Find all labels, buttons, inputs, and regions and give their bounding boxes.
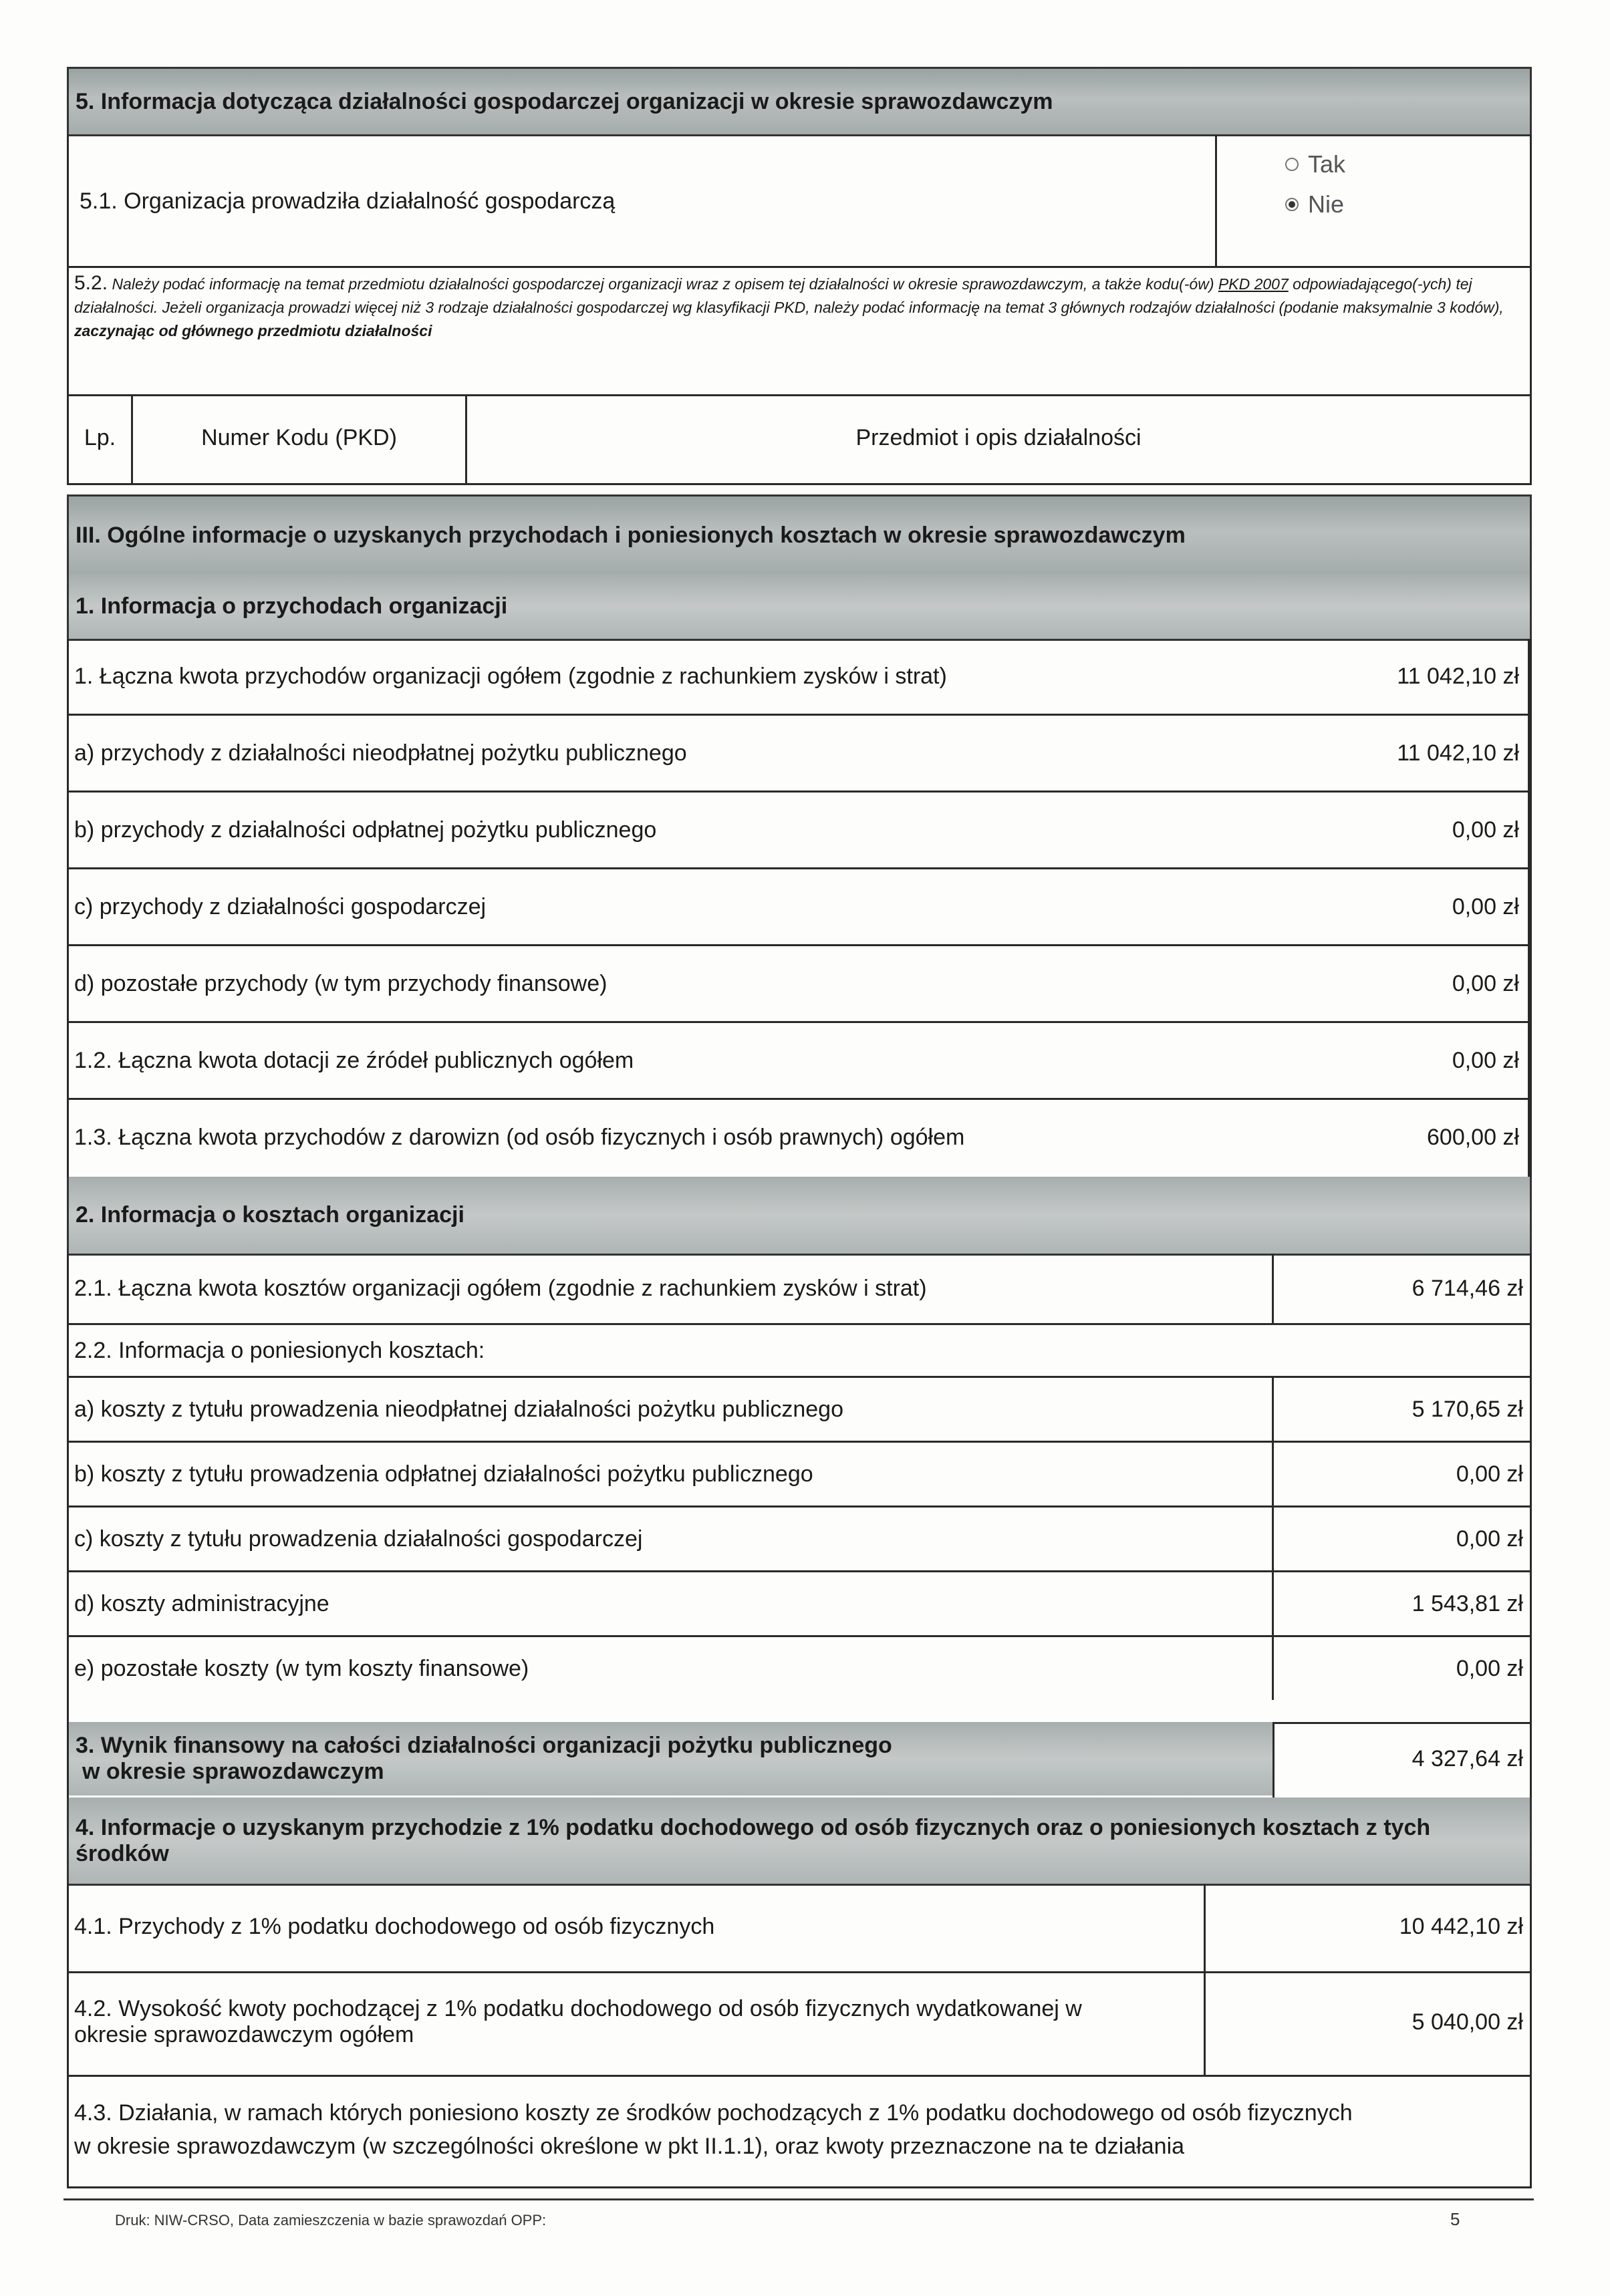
revenue-value: 0,00 zł (1452, 893, 1519, 919)
cost-header-title: 2. Informacja o kosztach organizacji (76, 1202, 464, 1228)
financial-result-line1: 3. Wynik finansowy na całości działalności organizacji pożytku publicznego (76, 1733, 892, 1758)
divider (1215, 134, 1217, 268)
revenue-row (69, 946, 1530, 1023)
cost-label: c) koszty z tytułu prowadzenia działalności gospodarczej (74, 1526, 643, 1552)
cost-row (69, 1443, 1530, 1508)
row-4-2-line1: 4.2. Wysokość kwoty pochodzącej z 1% podatku dochodowego od osób fizycznych wydatkowanej w (74, 1996, 1082, 2021)
section-3-title: III. Ogólne informacje o uzyskanych przychodach i poniesionych kosztach w okresie sprawozdawczym (76, 522, 1186, 548)
column-pkd-code: Numer Kodu (PKD) (201, 424, 397, 450)
divider (1204, 1971, 1206, 2075)
row-4-1-value: 10 442,10 zł (1399, 1913, 1523, 1939)
divider (1528, 946, 1530, 1023)
divider (1272, 1637, 1274, 1700)
revenue-value: 0,00 zł (1452, 1047, 1519, 1073)
financial-result-value: 4 327,64 zł (1412, 1745, 1523, 1771)
row-4-2 (67, 1971, 1532, 2077)
section-3-header (67, 494, 1532, 576)
section-5-title: 5. Informacja dotycząca działalności gospodarczej organizacji w okresie sprawozdawczym (76, 88, 1053, 114)
radio-selected-icon (1285, 198, 1299, 211)
page-number: 5 (1450, 2209, 1460, 2229)
note-5-2-text-b: odpowiadającego(-ych) tej działalności. Jeżeli organizacja prowadzi więcej niż 3 rodzaje działalności gospodarczej wg klasyfikacji PKD, należy podać informację na temat 3 głównych rodzajów działalności (podanie maksymalnie 3 kodów), (74, 275, 1504, 316)
cost-label: b) koszty z tytułu prowadzenia odpłatnej działalności pożytku publicznego (74, 1461, 813, 1487)
radio-no[interactable] (1285, 184, 1345, 225)
revenue-value: 600,00 zł (1427, 1124, 1519, 1150)
note-5-2-number: 5.2. (74, 272, 108, 294)
divider (1272, 1254, 1274, 1323)
row-4-3-line2: w okresie sprawozdawczym (w szczególności określone w pkt II.1.1), oraz kwoty przeznaczone na te działania (74, 2134, 1185, 2159)
cost-row (69, 1572, 1530, 1637)
divider (1528, 1100, 1530, 1177)
one-percent-line1: 4. Informacje o uzyskanym przychodzie z 1% podatku dochodowego od osób fizycznych oraz o poniesionych kosztach z tych (76, 1814, 1431, 1840)
cost-header (67, 1177, 1532, 1256)
cost-total-value: 6 714,46 zł (1412, 1275, 1523, 1301)
cost-row (69, 1378, 1530, 1443)
radio-yes-label: Tak (1308, 150, 1346, 178)
revenue-header-title: 1. Informacja o przychodach organizacji (76, 593, 508, 619)
cost-value: 5 170,65 zł (1412, 1396, 1523, 1422)
divider (1528, 793, 1530, 869)
revenue-row (69, 869, 1530, 946)
divider (1272, 1722, 1274, 1798)
radio-yes[interactable] (1285, 144, 1345, 184)
note-5-2-text-a: Należy podać informację na temat przedmiotu działalności gospodarczej organizacji wraz z opisem tej działalności w okresie sprawozdawczym, a także kodu(-ów) (112, 275, 1214, 293)
divider (1204, 1884, 1206, 1971)
row-4-2-value: 5 040,00 zł (1412, 2009, 1523, 2035)
revenue-label: 1. Łączna kwota przychodów organizacji ogółem (zgodnie z rachunkiem zysków i strat) (74, 663, 947, 689)
divider (1272, 1572, 1274, 1635)
footer-rule (63, 2198, 1534, 2200)
section-5-header (67, 67, 1532, 136)
divider (1528, 716, 1530, 793)
cost-sub-label: 2.2. Informacja o poniesionych kosztach: (74, 1337, 485, 1363)
financial-result-label (69, 1722, 1272, 1796)
financial-result-row (67, 1722, 1532, 1800)
radio-no-label: Nie (1308, 190, 1345, 218)
row-4-2-label (69, 1971, 1198, 2073)
revenue-value: 11 042,10 zł (1397, 740, 1519, 766)
revenue-row (69, 639, 1530, 716)
column-description: Przedmiot i opis działalności (855, 424, 1142, 450)
cost-label: e) pozostałe koszty (w tym koszty finansowe) (74, 1655, 529, 1681)
revenue-table (67, 639, 1532, 1179)
revenue-row (69, 793, 1530, 869)
row-4-3 (67, 2075, 1532, 2188)
cost-row (69, 1637, 1530, 1702)
row-4-3-line1: 4.3. Działania, w ramach których poniesiono koszty ze środków pochodzących z 1% podatku dochodowego od osób fizycznych (74, 2100, 1353, 2126)
revenue-label: 1.3. Łączna kwota przychodów z darowizn (od osób fizycznych i osób prawnych) ogółem (74, 1124, 965, 1150)
divider (1272, 1378, 1274, 1441)
cost-label: a) koszty z tytułu prowadzenia nieodpłatnej działalności pożytku publicznego (74, 1396, 844, 1422)
pkd-table-header (67, 394, 1532, 485)
cost-value: 0,00 zł (1456, 1526, 1523, 1552)
cost-row (69, 1508, 1530, 1572)
divider (1528, 869, 1530, 946)
revenue-value: 11 042,10 zł (1397, 663, 1519, 689)
one-percent-header (67, 1798, 1532, 1886)
cost-value: 0,00 zł (1456, 1461, 1523, 1487)
question-5-1: 5.1. Organizacja prowadziła działalność gospodarczą (80, 188, 616, 214)
revenue-label: d) pozostałe przychody (w tym przychody finansowe) (74, 970, 608, 996)
column-lp: Lp. (84, 424, 116, 450)
divider (1272, 1443, 1274, 1505)
one-percent-line2: środków (76, 1840, 169, 1866)
row-4-1-label: 4.1. Przychody z 1% podatku dochodowego od osób fizycznych (74, 1913, 715, 1939)
divider (1272, 1508, 1274, 1570)
revenue-value: 0,00 zł (1452, 817, 1519, 843)
divider (1528, 1023, 1530, 1100)
note-5-2-emphasis: zaczynając od głównego przedmiotu działalności (74, 322, 432, 339)
cost-table (67, 1254, 1532, 1724)
row-4-1 (67, 1884, 1532, 1973)
revenue-label: a) przychody z działalności nieodpłatnej pożytku publicznego (74, 740, 687, 766)
cost-value: 0,00 zł (1456, 1655, 1523, 1681)
row-4-3-label (69, 2075, 1526, 2184)
revenue-header (67, 574, 1532, 641)
revenue-label: c) przychody z działalności gospodarczej (74, 893, 487, 919)
revenue-row (69, 1023, 1530, 1100)
row-5-1 (67, 134, 1532, 268)
revenue-value: 0,00 zł (1452, 970, 1519, 996)
revenue-row (69, 716, 1530, 793)
revenue-label: b) przychody z działalności odpłatnej pożytku publicznego (74, 817, 657, 843)
revenue-label: 1.2. Łączna kwota dotacji ze źródeł publicznych ogółem (74, 1047, 634, 1073)
cost-value: 1 543,81 zł (1412, 1590, 1523, 1616)
row-4-2-line2: okresie sprawozdawczym ogółem (74, 2022, 414, 2047)
note-5-2 (67, 266, 1532, 396)
pkd-2007-link[interactable]: PKD 2007 (1218, 275, 1289, 293)
business-activity-radio-group (1285, 144, 1345, 225)
divider (1528, 639, 1530, 716)
cost-label: d) koszty administracyjne (74, 1590, 329, 1616)
radio-circle-icon (1285, 158, 1299, 171)
financial-result-line2: w okresie sprawozdawczym (82, 1759, 384, 1784)
revenue-row (69, 1100, 1530, 1177)
cost-total-label: 2.1. Łączna kwota kosztów organizacji ogółem (zgodnie z rachunkiem zysków i strat) (74, 1275, 927, 1301)
footer-print-info: Druk: NIW-CRSO, Data zamieszczenia w bazie sprawozdań OPP: (115, 2212, 547, 2229)
